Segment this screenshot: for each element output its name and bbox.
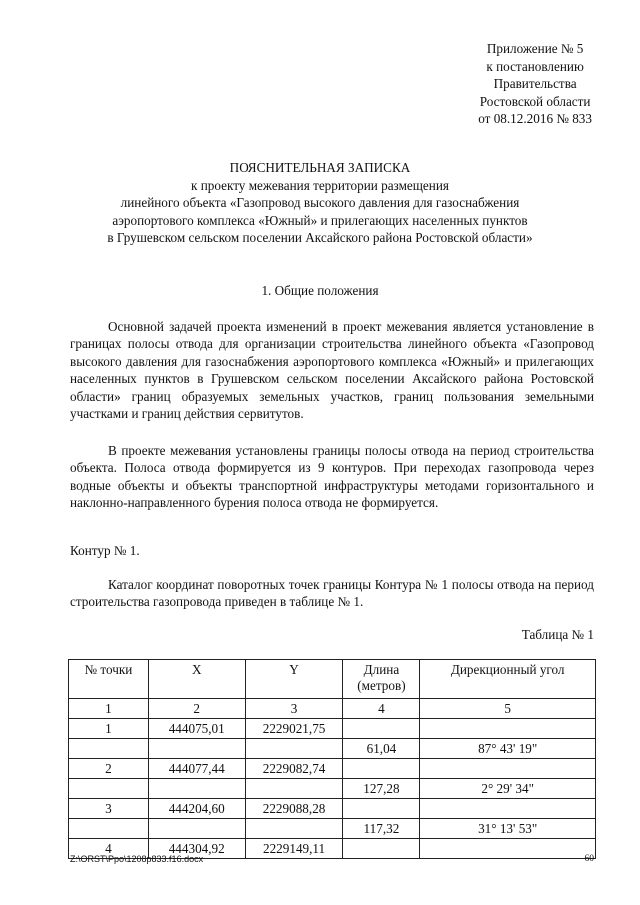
table-cell: 2229082,74 xyxy=(245,759,343,779)
page-number: 60 xyxy=(584,854,594,864)
table-cell: 4 xyxy=(69,839,149,859)
table-row xyxy=(69,819,596,839)
body-paragraph: Основной задачей проекта изменений в проект межевания является установление в границах полосы отвода для организации строительства линейного объекта «Газопровод высокого давления для газоснабжения аэропортового комплекса «Южный» и прилегающих населенных пунктов в Грушевском сельском поселении Аксайского района Ростовской области» границ образуемых земельных участков, границ пользования земельными участками и границ действия сервитутов. xyxy=(70,319,594,422)
footer-file-path: Z:\ORST\Ppo\1208p833.f16.docx xyxy=(70,854,204,864)
table-cell: 2 xyxy=(69,759,149,779)
document-title xyxy=(48,159,592,247)
table-cell: 2° 29' 34" xyxy=(420,779,596,799)
table-cell: 117,32 xyxy=(343,819,420,839)
title-subtitle-line: линейного объекта «Газопровод высокого давления для газоснабжения xyxy=(120,195,520,211)
table-row xyxy=(69,739,596,759)
table-header-cell: Длина (метров) xyxy=(343,660,420,699)
title-subtitle-line: в Грушевском сельском поселении Аксайского района Ростовской области» xyxy=(107,230,533,246)
title-heading: ПОЯСНИТЕЛЬНАЯ ЗАПИСКА xyxy=(229,160,411,175)
table-header-cell: X xyxy=(148,660,245,699)
table-cell: 61,04 xyxy=(343,739,420,759)
table-cell: 2229088,28 xyxy=(245,799,343,819)
table-cell xyxy=(245,819,343,839)
table-cell xyxy=(69,779,149,799)
table-cell: 4 xyxy=(343,699,420,719)
appendix-line: к постановлению xyxy=(486,58,584,74)
table-header-cell: Дирекционный угол xyxy=(420,660,596,699)
table-cell xyxy=(69,739,149,759)
table-label: Таблица № 1 xyxy=(521,627,594,642)
table-cell xyxy=(69,819,149,839)
table-cell: 31° 13' 53" xyxy=(420,819,596,839)
body-paragraph: Каталог координат поворотных точек границы Контура № 1 полосы отвода на период строительства газопровода приведен в таблице № 1. xyxy=(70,577,594,610)
contour-heading: Контур № 1. xyxy=(70,543,140,558)
table-cell xyxy=(343,799,420,819)
table-cell xyxy=(148,739,245,759)
title-subtitle-line: аэропортового комплекса «Южный» и прилегающих населенных пунктов xyxy=(112,212,528,228)
table-row xyxy=(69,779,596,799)
table-cell xyxy=(420,839,596,859)
table-cell: 444304,92 xyxy=(148,839,245,859)
table-cell: 1 xyxy=(69,719,149,739)
table-cell xyxy=(245,779,343,799)
table-cell: 3 xyxy=(245,699,343,719)
table-cell xyxy=(420,799,596,819)
appendix-block xyxy=(478,40,592,128)
table-cell: 2 xyxy=(148,699,245,719)
table-header-cell: № точки xyxy=(69,660,149,699)
table-cell xyxy=(148,779,245,799)
body-paragraph: В проекте межевания установлены границы полосы отвода на период строительства объекта. Полоса отвода формируется из 9 контуров. При переходах газопровода через водные объекты и объекты транспортной инфраструктуры методами горизонтального и наклонно-направленного бурения полоса отвода не формируется. xyxy=(70,443,594,511)
table-cell xyxy=(245,739,343,759)
table-cell xyxy=(343,719,420,739)
table-cell: 2229149,11 xyxy=(245,839,343,859)
table-cell: 5 xyxy=(420,699,596,719)
table-cell: 444077,44 xyxy=(148,759,245,779)
table-row xyxy=(69,799,596,819)
table-cell xyxy=(343,839,420,859)
table-row xyxy=(69,719,596,739)
appendix-line: Правительства xyxy=(493,76,577,92)
table-header-cell: Y xyxy=(245,660,343,699)
appendix-line: от 08.12.2016 № 833 xyxy=(478,111,592,127)
table-cell xyxy=(148,819,245,839)
title-subtitle-line: к проекту межевания территории размещения xyxy=(191,177,449,193)
table-cell: 2229021,75 xyxy=(245,719,343,739)
table-cell: 1 xyxy=(69,699,149,719)
appendix-line: Приложение № 5 xyxy=(486,41,584,56)
table-cell: 127,28 xyxy=(343,779,420,799)
section-heading: 1. Общие положения xyxy=(261,283,379,298)
appendix-line: Ростовской области xyxy=(479,93,591,109)
table-numbering-row xyxy=(69,699,596,719)
coordinates-table xyxy=(68,659,596,859)
table-row xyxy=(69,759,596,779)
table-cell: 87° 43' 19" xyxy=(420,739,596,759)
table-cell xyxy=(343,759,420,779)
table-cell: 444204,60 xyxy=(148,799,245,819)
table-cell: 3 xyxy=(69,799,149,819)
table-cell xyxy=(420,759,596,779)
table-cell: 444075,01 xyxy=(148,719,245,739)
table-header-row xyxy=(69,660,596,699)
table-cell xyxy=(420,719,596,739)
